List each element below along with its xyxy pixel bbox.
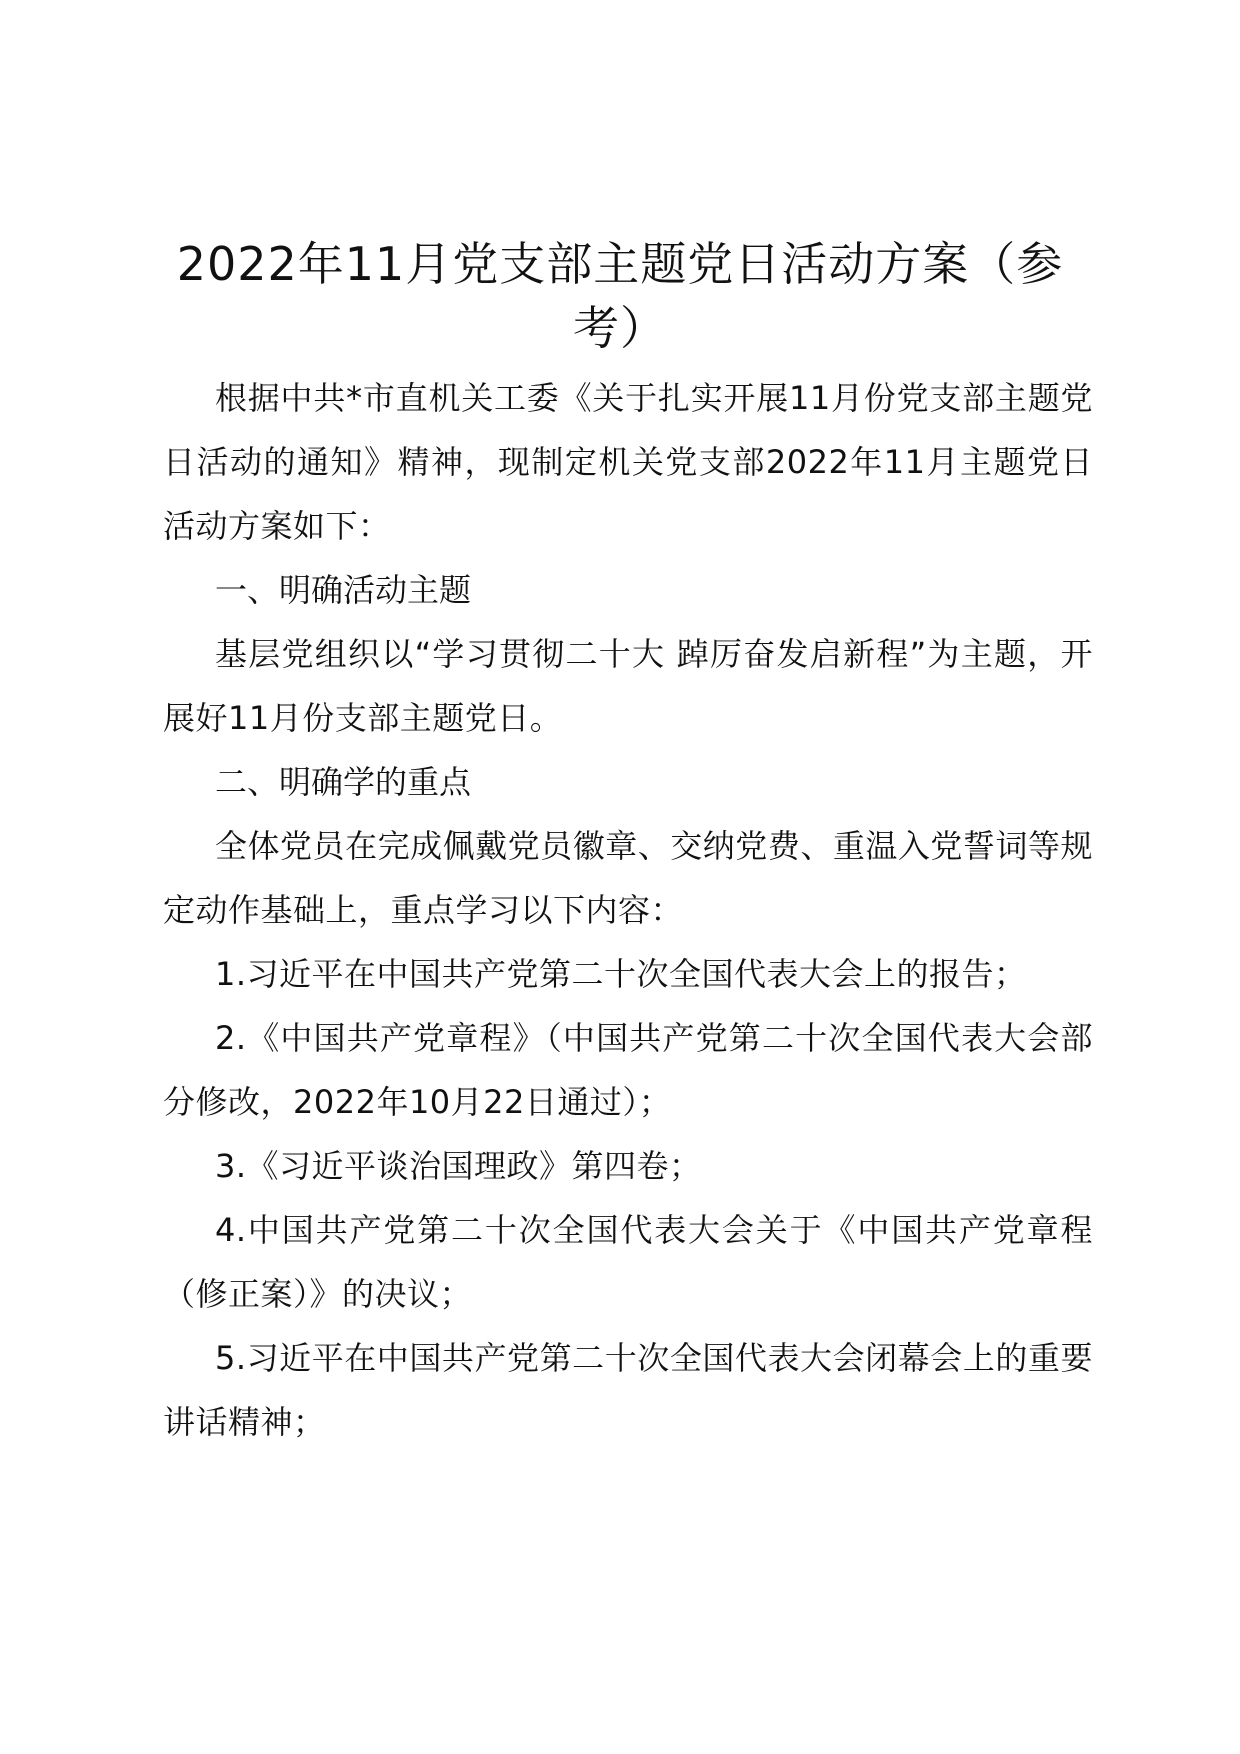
document-body — [163, 366, 1093, 1454]
focus-intro-paragraph: 全体党员在完成佩戴党员徽章、交纳党费、重温入党誓词等规定动作基础上，重点学习以下内容： — [163, 827, 1093, 929]
list-item-3: 3.《习近平谈治国理政》第四卷； — [215, 1147, 702, 1185]
section-heading-theme: 一、明确活动主题 — [215, 571, 472, 609]
list-item-4: 4.中国共产党第二十次全国代表大会关于《中国共产党章程（修正案）》的决议； — [163, 1211, 1093, 1313]
list-item-1: 1.习近平在中国共产党第二十次全国代表大会上的报告； — [215, 955, 1027, 993]
list-item-2: 2.《中国共产党章程》（中国共产党第二十次全国代表大会部分修改，2022年10月22日通过）； — [163, 1019, 1093, 1121]
theme-paragraph: 基层党组织以“学习贯彻二十大 踔厉奋发启新程”为主题，开展好11月份支部主题党日。 — [163, 635, 1093, 737]
list-item-5: 5.习近平在中国共产党第二十次全国代表大会闭幕会上的重要讲话精神； — [163, 1339, 1093, 1441]
intro-paragraph: 根据中共*市直机关工委《关于扎实开展11月份党支部主题党日活动的通知》精神，现制定机关党支部2022年11月主题党日活动方案如下： — [163, 379, 1093, 545]
document-title: 2022年11月党支部主题党日活动方案（参考） — [176, 237, 1064, 355]
section-heading-focus: 二、明确学的重点 — [215, 763, 472, 801]
